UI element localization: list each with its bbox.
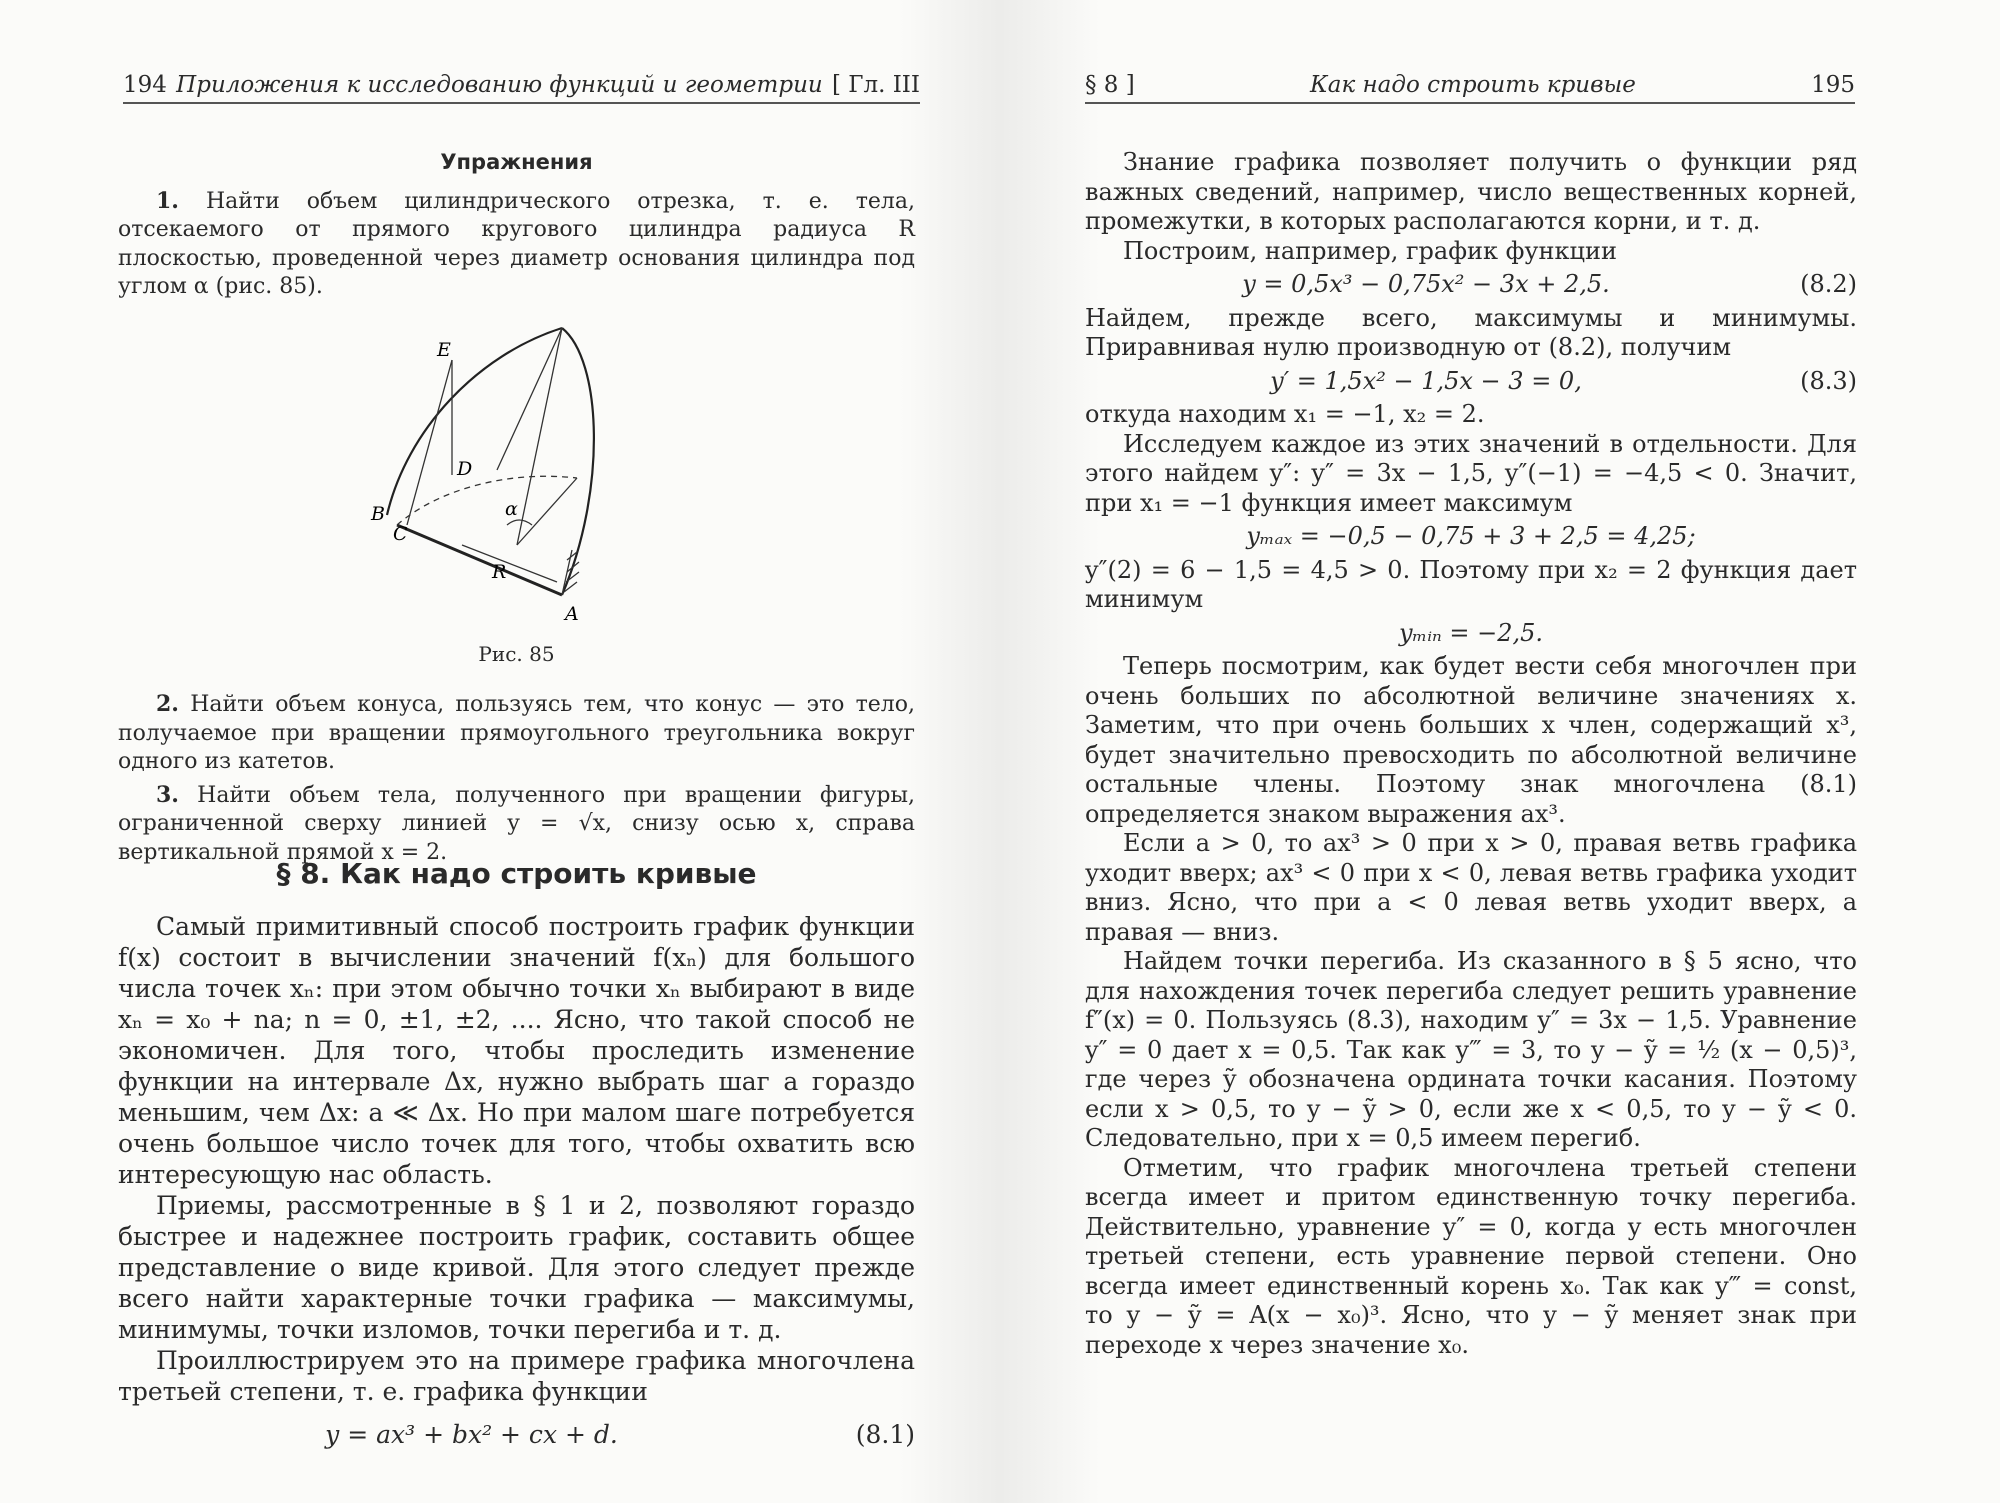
right-paragraph-6: y″(2) = 6 − 1,5 = 4,5 > 0. Поэтому при x₂ = 2 функция дает минимум	[1085, 555, 1857, 613]
figure-label-A: A	[564, 602, 579, 625]
left-paragraph-2: Приемы, рассмотренные в § 1 и 2, позволяют гораздо быстрее и надежнее построить график, составить общее представление о виде кривой. Для этого следует прежде всего найти характерные точки графика — максимумы, минимумы, точки изломов, точки перегиба и т. д.	[118, 1191, 915, 1344]
formula-8-3-number: (8.3)	[1800, 366, 1857, 395]
right-paragraph-10: Отметим, что график многочлена третьей степени всегда имеет и притом единственную точку перегиба. Действительно, уравнение y″ = 0, когда y есть многочлен третьей степени, есть уравнение первой степени. Оно всегда имеет единственный корень x₀. Так как y‴ = const, то y − ỹ = A(x − x₀)³. Ясно, что y − ỹ меняет знак при переходе x через значение x₀.	[1085, 1153, 1857, 1359]
left-running-title: Приложения к исследованию функций и геометрии	[176, 72, 823, 98]
exercise-2-number: 2.	[156, 691, 179, 717]
formula-8-3-expr: y′ = 1,5x² − 1,5x − 3 = 0,	[1270, 366, 1582, 395]
figure-line-EC	[407, 360, 452, 525]
exercise-1	[118, 187, 915, 302]
formula-8-1-number: (8.1)	[855, 1420, 915, 1449]
figure-base-dashed	[397, 476, 577, 525]
right-paragraph-8: Если a > 0, то ax³ > 0 при x > 0, правая ветвь графика уходит вверх; ax³ < 0 при x < 0, левая ветвь графика уходит вниз. Ясно, что при a < 0 левая ветвь уходит вверх, а правая — вниз.	[1085, 829, 1857, 946]
right-text-block	[1085, 148, 1857, 1360]
chapter-ref: [ Гл. III	[831, 72, 920, 98]
left-page-number: 194	[123, 72, 167, 98]
figure-alpha-arc	[507, 520, 532, 525]
figure-label-R: R	[491, 560, 506, 583]
section-heading: § 8. Как надо строить кривые	[276, 857, 757, 890]
exercise-2	[118, 690, 915, 777]
formula-8-2-expr: y = 0,5x³ − 0,75x² − 3x + 2,5.	[1242, 270, 1610, 298]
formula-ymin: yₘᵢₙ = −2,5.	[1398, 618, 1544, 647]
right-paragraph-2: Построим, например, график функции	[1123, 236, 1617, 265]
figure-line-top	[497, 328, 562, 470]
right-paragraph-3: Найдем, прежде всего, максимумы и минимумы. Приравнивая нулю производную от (8.2), получим	[1085, 303, 1857, 361]
right-paragraph-7: Теперь посмотрим, как будет вести себя многочлен при очень больших по абсолютной величине значениях x. Заметим, что при очень больших x член, содержащий x³, будет значительно превосходить по абсолютной величине остальные члены. Поэтому знак многочлена (8.1) определяется знаком выражения ax³.	[1085, 652, 1857, 828]
formula-8-1-expr: y = ax³ + bx² + cx + d.	[325, 1420, 618, 1449]
exercise-3-text: Найти объем тела, полученного при вращении фигуры, ограниченной сверху линией y = √x, снизу осью x, справа вертикальной прямой x = 2.	[118, 782, 915, 865]
right-running-head	[1085, 70, 1855, 104]
exercises-heading: Упражнения	[440, 150, 593, 174]
right-page-number: 195	[1811, 72, 1855, 98]
figure-85	[367, 320, 667, 640]
figure-line-mid	[517, 328, 562, 545]
formula-8-3	[1085, 363, 1857, 401]
right-running-title: Как надо строить кривые	[1309, 72, 1636, 98]
figure-outer-curve-left	[387, 328, 562, 515]
section-8-block	[118, 858, 915, 1454]
right-paragraph-1: Знание графика позволяет получить о функции ряд важных сведений, например, число вещественных корней, промежутки, в которых располагаются корни, и т. д.	[1085, 148, 1857, 235]
right-paragraph-5: Исследуем каждое из этих значений в отдельности. Для этого найдем y″: y″ = 3x − 1,5, y″(−1) = −4,5 < 0. Значит, при x₁ = −1 функция имеет максимум	[1085, 429, 1857, 517]
figure-caption: Рис. 85	[478, 641, 555, 666]
figure-label-B: B	[370, 502, 385, 525]
figure-angle-line	[517, 478, 577, 545]
figure-R-dim	[462, 545, 557, 582]
formula-8-2-number: (8.2)	[1800, 270, 1857, 298]
formula-8-2	[1085, 266, 1857, 304]
exercise-1-number: 1.	[156, 187, 179, 214]
figure-label-C: C	[392, 522, 408, 545]
right-paragraph-4: откуда находим x₁ = −1, x₂ = 2.	[1085, 400, 1485, 428]
exercise-1-text: Найти объем цилиндрического отрезка, т. е. тела, отсекаемого от прямого кругового цилиндра радиуса R плоскостью, проведенной через диаметр основания цилиндра под углом α (рис. 85).	[118, 188, 915, 299]
exercises-block	[118, 148, 915, 867]
figure-diameter	[397, 525, 562, 595]
figure-outer-curve-right	[562, 328, 594, 595]
figure-label-E: E	[436, 338, 451, 361]
right-paragraph-9: Найдем точки перегиба. Из сказанного в § 5 ясно, что для нахождения точек перегиба следует решить уравнение f″(x) = 0. Пользуясь (8.3), находим y″ = 3x − 1,5. Уравнение y″ = 0 дает x = 0,5. Так как y‴ = 3, то y − ỹ = ½ (x − 0,5)³, где через ỹ обозначена ордината точки касания. Поэтому если x > 0,5, то y − ỹ > 0, если же x < 0,5, то y − ỹ < 0. Следовательно, при x = 0,5 имеем перегиб.	[1085, 947, 1857, 1152]
left-paragraph-3: Проиллюстрируем это на примере графика многочлена третьей степени, т. е. графика функции	[118, 1346, 915, 1406]
right-page	[1000, 0, 2000, 1503]
formula-ymax: yₘₐₓ = −0,5 − 0,75 + 3 + 2,5 = 4,25;	[1246, 522, 1696, 550]
figure-label-alpha: α	[504, 497, 518, 520]
formula-8-1	[118, 1415, 915, 1454]
left-running-head	[123, 70, 920, 104]
exercise-3	[118, 781, 915, 868]
left-paragraph-1: Самый примитивный способ построить график функции f(x) состоит в вычислении значений f(xₙ) для большого числа точек xₙ: при этом обычно точки xₙ выбирают в виде xₙ = x₀ + na; n = 0, ±1, ±2, .... Ясно, что такой способ не экономичен. Для того, чтобы проследить изменение функции на интервале Δx, нужно выбрать шаг a гораздо меньшим, чем Δx: a ≪ Δx. Но при малом шаге потребуется очень большое число точек для того, чтобы охватить всю интересующую нас область.	[118, 912, 915, 1189]
exercise-3-number: 3.	[156, 781, 179, 808]
exercise-2-text: Найти объем конуса, пользуясь тем, что конус — это тело, получаемое при вращении прямоугольного треугольника вокруг одного из катетов.	[118, 692, 915, 774]
section-ref: § 8 ]	[1085, 72, 1135, 98]
figure-label-D: D	[456, 457, 472, 480]
